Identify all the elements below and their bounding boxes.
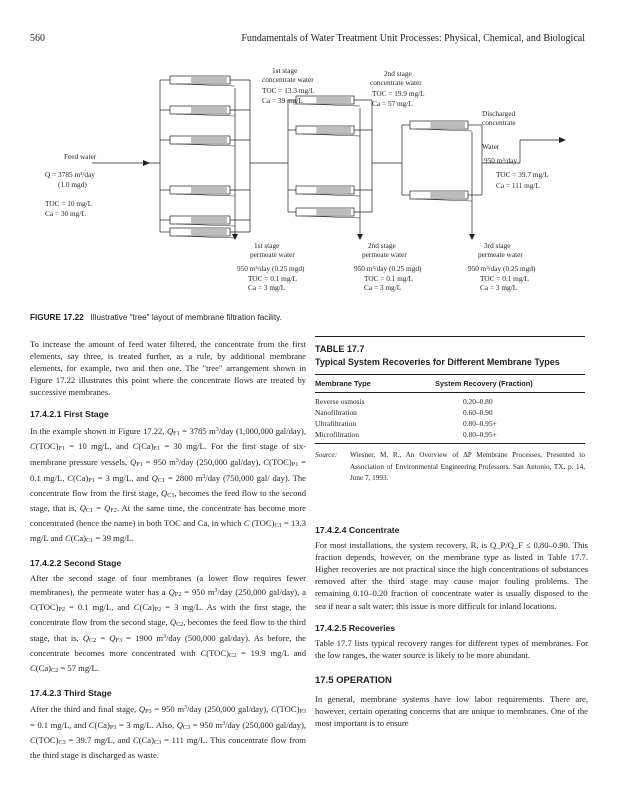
perm2-subtitle: permeate water xyxy=(362,250,407,259)
stage2-concentrate-ca: Ca = 57 mg/L xyxy=(372,99,413,108)
running-title: Fundamentals of Water Treatment Unit Processes: Physical, Chemical, and Biological xyxy=(241,33,585,44)
table-source xyxy=(315,450,585,485)
perm3-flow: 950 m³/day (0.25 mgd) xyxy=(468,264,536,273)
table-title: Typical System Recoveries for Different Membrane Types xyxy=(315,357,560,367)
discharge-arrow xyxy=(559,137,566,143)
perm2-toc: TOC = 0.1 mg/L xyxy=(364,274,413,283)
recovery-table xyxy=(315,375,585,444)
table-17-7 xyxy=(315,336,585,485)
stage3-permeate-arrow xyxy=(469,234,475,240)
table-row: Reverse osmosis 0.20–0.80 xyxy=(315,397,493,406)
discharge-toc: TOC = 39.7 mg/L xyxy=(496,170,549,179)
section-concentrate: 17.4.2.4 Concentrate xyxy=(315,525,400,535)
figure-caption xyxy=(30,313,282,322)
perm2-ca: Ca = 3 mg/L xyxy=(364,283,402,292)
page-number: 560 xyxy=(30,33,45,44)
discharge-flow: 950 m³/day xyxy=(484,156,518,165)
col-membrane-type: Membrane Type xyxy=(315,379,371,388)
section-first-stage: 17.4.2.1 First Stage xyxy=(30,409,109,420)
perm3-ca: Ca = 3 mg/L xyxy=(480,283,518,292)
perm3-toc: TOC = 0.1 mg/L xyxy=(480,274,529,283)
operation-paragraph: In general, membrane systems have low labor requirements. There are, however, certain operating concerns that are unique to membranes. One of the most important is to ensure xyxy=(315,694,588,729)
col-system-recovery: System Recovery (Fraction) xyxy=(435,379,533,388)
perm1-subtitle: permeate water xyxy=(250,250,295,259)
table-row: Microfiltration 0.80–0.95+ xyxy=(315,430,497,439)
feed-toc: TOC = 10 mg/L xyxy=(45,199,93,208)
stage1-permeate-arrow xyxy=(232,234,238,240)
caption-text: Illustrative "tree" layout of membrane filtration facility. xyxy=(90,313,282,322)
stage2-permeate-arrow xyxy=(357,234,363,240)
perm1-ca: Ca = 3 mg/L xyxy=(248,283,286,292)
discharge-ca: Ca = 111 mg/L xyxy=(496,181,540,190)
feed-ca: Ca = 30 mg/L xyxy=(45,209,86,218)
stage1-concentrate-title: 1st stage xyxy=(272,66,298,75)
table-row: Ultrafiltration 0.80–0.95+ xyxy=(315,419,497,428)
table-row: Nanofiltration 0.60–0.90 xyxy=(315,408,493,417)
section-operation: 17.5 OPERATION xyxy=(315,674,392,686)
section-third-stage: 17.4.2.3 Third Stage xyxy=(30,688,112,699)
perm3-subtitle: permeate water xyxy=(478,250,523,259)
third-stage-paragraph: After the third and final stage, QP3 = 950 $m^3$/day (250,000 gal/day), C(TOC)P3 = 0.1 mg/L, and C(Ca)P3 = 3 mg/L. Also, QC3 = 950 $m^3$/day (250,000 gal/day), C(TOC)C3 = 39.7 mg/L, and C(Ca)C3 = 111 mg/L. This concentrate flow from the third stage is discharged as waste. xyxy=(30,704,306,761)
section-recoveries: 17.4.2.5 Recoveries xyxy=(315,622,396,633)
stage2-concentrate-title: 2nd stage xyxy=(384,69,412,78)
table-top-rule xyxy=(315,336,585,337)
first-stage-paragraph: In the example shown in Figure 17.22, QF1 = 3785 $m^3$/day (1,000,000 gal/day), C(TOC)F1 = 10 mg/L, and C(Ca)F1 = 30 mg/L. For the first stage of six-membrane pressure vessels, QP1 = 950 $m^3$/day (250,000 gal/day), C(TOC)P1 = 0.1 mg/L, C(Ca)P1 = 3 mg/L, and QC1 = 2800 $m^3$/day (750,000 gal/ day). The concentrate flow from the first stage, QC1, becomes the feed flow to the second stage, that is, QC1 = QF2. At the same time, the concentrate has become more concentrated (hence the name) in both TOC and Ca, in which C (TOC)C1 = 13.3 mg/L and C(Ca)C1 = 39 mg/L. xyxy=(30,425,307,545)
section-second-stage: 17.4.2.2 Second Stage xyxy=(30,558,122,569)
perm3-title: 3rd stage xyxy=(484,241,511,250)
feed-water-label: Feed water xyxy=(64,152,97,161)
source-label: Source: xyxy=(315,451,338,459)
perm1-title: 1st stage xyxy=(254,241,280,250)
feed-flow: Q = 3785 m³/day xyxy=(45,170,95,179)
perm1-toc: TOC = 0.1 mg/L xyxy=(248,274,297,283)
perm1-flow: 950 m³/day (0.25 mgd) xyxy=(237,264,305,273)
caption-label: FIGURE 17.22 xyxy=(30,313,84,322)
stage1-concentrate-ca: Ca = 39 mg/L xyxy=(262,96,303,105)
stage2-concentrate-toc: TOC = 19.9 mg/L xyxy=(372,89,425,98)
recoveries-paragraph: Table 17.7 lists typical recovery ranges for different types of membranes. For the low ranges, the water source is likely to be more abundant. xyxy=(315,637,588,660)
perm2-title: 2nd stage xyxy=(368,241,396,250)
concentrate-paragraph: For most installations, the system recovery, R, is Q_P/Q_F ≤ 0.80–0.90. This fraction depends, however, on the membrane type as listed in Table 17.7. Higher recoveries are not practical since the high concentrations of substances removed after the third stage may cause major fouling problems. The remaining 0.10–0.20 fraction of concentrate water is usually disposed to the sea if near a salt water; this issue is more difficult for inland locations. xyxy=(315,540,588,611)
discharged-label: Discharged xyxy=(482,109,516,118)
feed-mgd: (1.0 mgd) xyxy=(58,180,87,189)
discharged-label-2: concentrate xyxy=(482,118,516,127)
membrane-vessels xyxy=(160,76,482,238)
table-number: TABLE 17.7 xyxy=(315,344,365,354)
stage1-concentrate-toc: TOC = 13.3 mg/L xyxy=(262,86,315,95)
intro-paragraph: To increase the amount of feed water filtered, the concentrate from the first elements, say three, is treated further, as a rule, by additional membrane elements, for example, two and then one. The "tree" arrangement shown in Figure 17.22 illustrates this point where the concentrate flows are treated by successive membranes. xyxy=(30,339,306,398)
perm2-flow: 950 m³/day (0.25 mgd) xyxy=(354,264,422,273)
water-label: Water xyxy=(482,142,500,151)
feed-arrow xyxy=(143,160,150,166)
right-column xyxy=(315,524,588,729)
source-text: Wiesner, M. R., An Overview of ΔP Membrane Processes, Presented to Association of Environmental Engineering Professors, San Antonio, TX, p. 14, June 7, 1993. xyxy=(350,451,585,482)
left-column xyxy=(30,338,306,762)
second-stage-paragraph: After the second stage of four membranes (a lower flow requires fewer membranes), the permeate water has a QP2 = 950 $m^3$/day (250,000 gal/day), a C(TOC)P2 = 0.1 mg/L, and C(Ca)P2 = 3 mg/L. As with the first stage, the concentrate flow from the second stage, QC2, becomes the feed flow to the third stage, that is, QC2 = QF3 = 1900 $m^3$/day (500,000 gal/day). As before, the concentrate becomes more concentrated with C(TOC)C2 = 19.9 mg/L and C(Ca)C2 = 57 mg/L. xyxy=(30,573,307,674)
stage2-concentrate-subtitle: concentrate water xyxy=(370,78,422,87)
stage1-concentrate-subtitle: concentrate water xyxy=(262,75,314,84)
